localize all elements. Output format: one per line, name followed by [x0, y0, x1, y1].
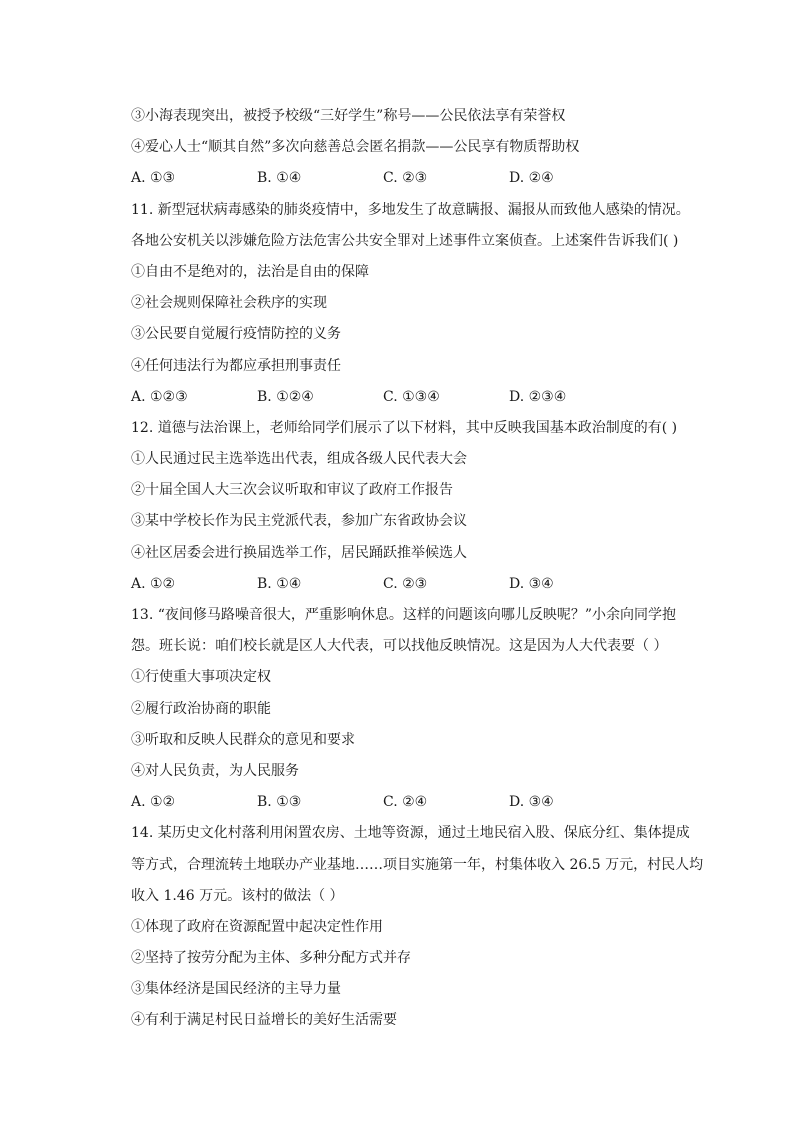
q13-option-b: B. ①③: [257, 794, 302, 811]
q12-item-1: ①人民通过民主选举选出代表，组成各级人民代表大会: [131, 451, 467, 468]
q12-stem-line-1: 12. 道德与法治课上，老师给同学们展示了以下材料，其中反映我国基本政治制度的有( ): [131, 419, 678, 436]
q11-stem-line-2: 各地公安机关以涉嫌危险方法危害公共安全罪对上述事件立案侦查。上述案件告诉我们( ): [131, 232, 679, 249]
q14-item-1: ①体现了政府在资源配置中起决定性作用: [131, 918, 383, 935]
q13-stem-line-2: 怨。班长说：咱们校长就是区人大代表，可以找他反映情况。这是因为人大代表要（ ）: [131, 638, 668, 655]
q11-option-c: C. ①③④: [383, 388, 440, 405]
q12-item-3: ③某中学校长作为民主党派代表，参加广东省政协会议: [131, 513, 467, 530]
q12-option-d: D. ③④: [509, 575, 554, 592]
q12-options: [131, 569, 711, 600]
q13-item-1: ①行使重大事项决定权: [131, 669, 271, 686]
question-12: [131, 413, 711, 600]
q14-item-4: ④有利于满足村民日益增长的美好生活需要: [131, 1012, 397, 1029]
q10-option-c: C. ②③: [383, 170, 428, 187]
q12-item-2: ②十届全国人大三次会议听取和审议了政府工作报告: [131, 482, 453, 499]
q12-item-4: ④社区居委会进行换届选举工作，居民踊跃推举候选人: [131, 544, 467, 561]
q12-option-b: B. ①④: [257, 575, 302, 592]
question-13: [131, 600, 711, 818]
q14-stem-line-3: 收入 1.46 万元。该村的做法（ ）: [131, 887, 344, 904]
q12-option-a: A. ①②: [131, 575, 176, 592]
q11-item-1: ①自由不是绝对的，法治是自由的保障: [131, 263, 369, 280]
q11-option-a: A. ①②③: [131, 388, 188, 405]
q10-option-a: A. ①③: [131, 170, 176, 187]
q13-options: [131, 787, 711, 818]
q11-item-2: ②社会规则保障社会秩序的实现: [131, 295, 327, 312]
q13-option-a: A. ①②: [131, 794, 176, 811]
q12-option-c: C. ②③: [383, 575, 428, 592]
q13-item-3: ③听取和反映人民群众的意见和要求: [131, 731, 355, 748]
q13-stem-line-1: 13. “夜间修马路噪音很大，严重影响休息。这样的问题该向哪儿反映呢？”小余向同学抱: [131, 607, 677, 623]
q14-stem-line-1: 14. 某历史文化村落利用闲置农房、土地等资源，通过土地民宿入股、保底分红、集体提成: [131, 825, 690, 842]
document-content: [131, 101, 711, 1037]
q14-item-2: ②坚持了按劳分配为主体、多种分配方式并存: [131, 950, 411, 967]
q11-item-3: ③公民要自觉履行疫情防控的义务: [131, 326, 341, 343]
q11-option-d: D. ②③④: [509, 388, 567, 405]
question-11: [131, 195, 711, 413]
q11-option-b: B. ①②④: [257, 388, 314, 405]
q10-option-b: B. ①④: [257, 170, 302, 187]
q10-options: [131, 163, 711, 194]
q10-item-3: ③小海表现突出，被授予校级“三好学生”称号——公民依法享有荣誉权: [131, 108, 566, 124]
q11-options: [131, 382, 711, 413]
question-10: [131, 101, 711, 195]
q11-stem-line-1: 11. 新型冠状病毒感染的肺炎疫情中，多地发生了故意瞒报、漏报从而致他人感染的情况。: [131, 201, 690, 218]
q13-item-4: ④对人民负责，为人民服务: [131, 762, 299, 779]
q13-option-d: D. ③④: [509, 794, 554, 811]
q14-item-3: ③集体经济是国民经济的主导力量: [131, 981, 341, 998]
q11-item-4: ④任何违法行为都应承担刑事责任: [131, 357, 341, 374]
q13-option-c: C. ②④: [383, 794, 428, 811]
question-14: [131, 818, 711, 1036]
q13-item-2: ②履行政治协商的职能: [131, 700, 271, 717]
q14-stem-line-2: 等方式，合理流转土地联办产业基地……项目实施第一年，村集体收入 26.5 万元，村民人均: [131, 856, 704, 873]
q10-item-4: ④爱心人士“顺其自然”多次向慈善总会匿名捐款——公民享有物质帮助权: [131, 139, 580, 156]
q10-option-d: D. ②④: [509, 170, 554, 187]
